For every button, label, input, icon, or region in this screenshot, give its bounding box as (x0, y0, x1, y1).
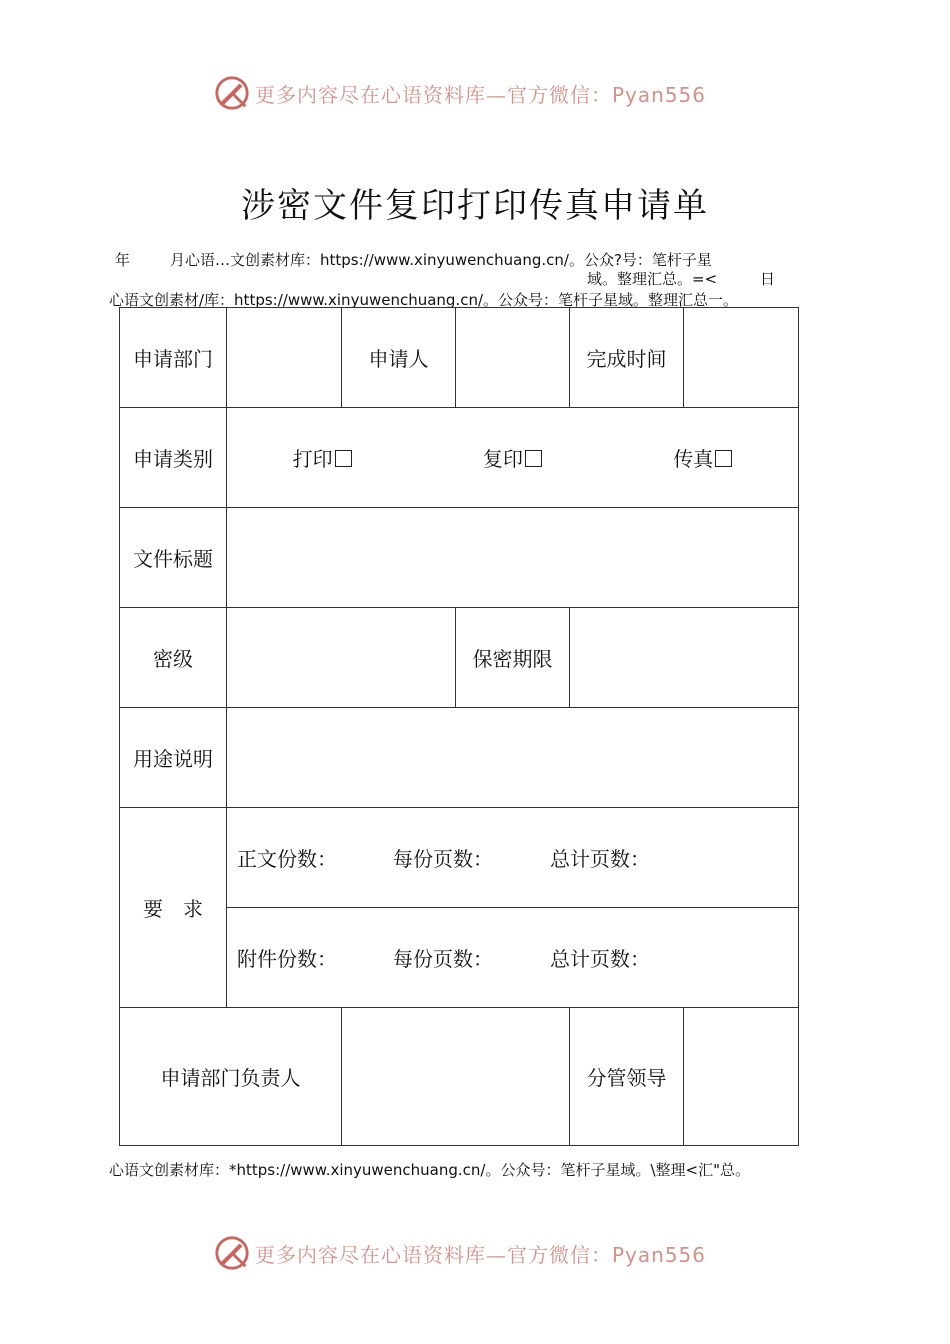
footer-note: 心语文创素材库：*https://www.xinyuwenchuang.cn/。公众号：笔杆子星域。\整理<汇"总。 (109, 1161, 750, 1179)
attach-pages-per-copy-label: 每份页数： (393, 947, 493, 971)
application-form-table (119, 307, 799, 1146)
category-fax-option[interactable]: 传真 (673, 443, 732, 472)
finish-time-label: 完成时间 (570, 308, 684, 408)
doc-title-value[interactable] (227, 508, 799, 608)
secret-period-label: 保密期限 (456, 608, 570, 708)
category-print-option[interactable]: 打印 (293, 443, 352, 472)
requirements-label: 要 求 (120, 808, 227, 1008)
category-label: 申请类别 (120, 408, 227, 508)
category-copy-option[interactable]: 复印 (483, 443, 542, 472)
fax-checkbox[interactable] (715, 450, 732, 467)
category-options (227, 408, 799, 508)
applicant-label: 申请人 (342, 308, 456, 408)
secret-level-label: 密级 (120, 608, 227, 708)
date-year-label: 年 (115, 251, 131, 269)
dept-label: 申请部门 (120, 308, 227, 408)
leader-signature[interactable] (684, 1008, 799, 1146)
banner-text: 更多内容尽在心语资料库—官方微信：Pyan556 (255, 82, 707, 107)
footer-banner (213, 1233, 706, 1273)
header-banner (213, 73, 706, 113)
meta-line-2: 域。整理汇总。=< (587, 270, 718, 288)
main-text-requirements (227, 808, 799, 908)
secret-period-value[interactable] (570, 608, 799, 708)
pen-circle-logo-icon (213, 1234, 251, 1272)
attachment-requirements (227, 908, 799, 1008)
dept-head-label: 申请部门负责人 (120, 1008, 342, 1146)
pen-circle-logo-icon (213, 74, 251, 112)
copy-checkbox[interactable] (525, 450, 542, 467)
attach-copies-label: 附件份数： (237, 947, 337, 971)
print-checkbox[interactable] (335, 450, 352, 467)
total-pages-label: 总计页数： (550, 847, 650, 871)
banner-text: 更多内容尽在心语资料库—官方微信：Pyan556 (255, 1242, 707, 1267)
secret-level-value[interactable] (227, 608, 456, 708)
dept-value[interactable] (227, 308, 342, 408)
dept-head-signature[interactable] (342, 1008, 570, 1146)
doc-title-label: 文件标题 (120, 508, 227, 608)
attach-total-pages-label: 总计页数： (550, 947, 650, 971)
main-copies-label: 正文份数： (237, 847, 337, 871)
purpose-label: 用途说明 (120, 708, 227, 808)
meta-line-1: 月心语…文创素材库：https://www.xinyuwenchuang.cn/。公众?号：笔杆子星 (170, 251, 712, 269)
date-day-label: 日 (760, 270, 776, 288)
document-title: 涉密文件复印打印传真申请单 (241, 186, 709, 226)
applicant-value[interactable] (456, 308, 570, 408)
wechat-id: Pyan556 (612, 1242, 707, 1267)
finish-time-value[interactable] (684, 308, 799, 408)
leader-label: 分管领导 (570, 1008, 684, 1146)
meta-line-3: 心语文创素材/库：https://www.xinyuwenchuang.cn/。公众号：笔杆子星域。整理汇总一。 (109, 291, 739, 309)
wechat-id: Pyan556 (612, 82, 707, 107)
pages-per-copy-label: 每份页数： (393, 847, 493, 871)
purpose-value[interactable] (227, 708, 799, 808)
